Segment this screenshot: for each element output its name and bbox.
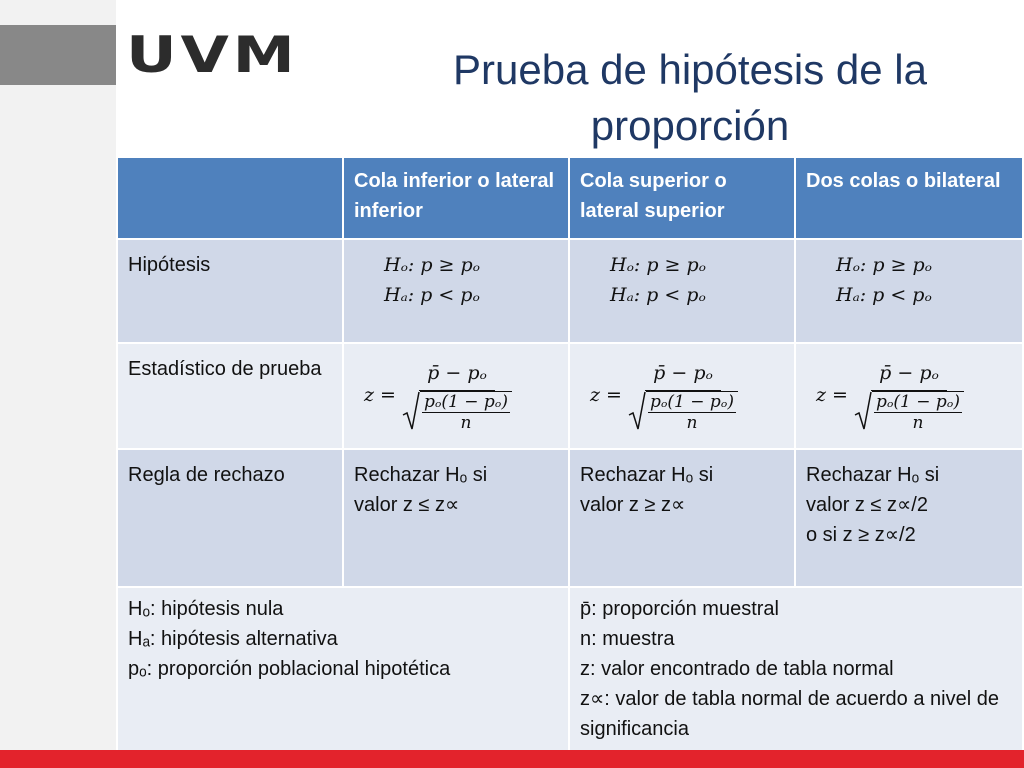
rule-line: o si z ≥ z∝/2 [806,524,916,546]
sqrt-content [872,391,964,433]
rule-line: valor z ≥ z∝ [580,494,686,516]
sqrt-content [646,391,738,433]
header-upper-tail: Cola superior o lateral superior [569,157,795,239]
formula-lhs: z = [590,384,622,406]
formula-lhs: z = [816,384,848,406]
legend-left [117,587,569,755]
left-band [0,0,116,750]
formula-cell [569,343,795,449]
gray-accent-bar [0,25,116,85]
sqrt-icon [402,391,420,431]
logo-text: UVM [126,26,299,84]
formula-numerator: p̄ − pₒ [645,358,721,391]
legend-item: Hₐ: hipótesis alternativa [128,628,338,650]
null-hypothesis: Hₒ: p ≥ pₒ [836,254,932,276]
statistic-row [117,343,1023,449]
inner-numerator: pₒ(1 − pₒ) [875,391,960,412]
rule-line: Rechazar Hₒ si [354,464,488,486]
formula-cell [795,343,1023,449]
legend-item: n: muestra [580,628,675,650]
sqrt-icon [854,391,872,431]
bottom-red-bar [0,750,1024,768]
rule-line: Rechazar Hₒ si [580,464,714,486]
rule-line: Rechazar Hₒ si [806,464,940,486]
legend-item: p̄: proporción muestral [580,598,779,620]
rule-line: valor z ≤ z∝/2 [806,494,928,516]
legend-row [117,587,1023,755]
z-formula [806,354,1012,436]
formula-denominator [402,391,512,433]
formula-fraction [628,358,738,433]
row-label-hypothesis: Hipótesis [117,239,343,343]
legend-right [569,587,1023,755]
formula-lhs: z = [364,384,396,406]
null-hypothesis: Hₒ: p ≥ pₒ [610,254,706,276]
formula-numerator: p̄ − pₒ [419,358,495,391]
slide-title: Prueba de hipótesis de la proporción [453,46,927,149]
header-empty [117,157,343,239]
z-formula [580,354,784,436]
formula-cell [343,343,569,449]
rule-cell [343,449,569,587]
hypothesis-cell [343,239,569,343]
sqrt-icon [628,391,646,431]
formula-fraction [402,358,512,433]
legend-item: Hₒ: hipótesis nula [128,598,284,620]
inner-denominator: n [912,412,924,433]
legend-item: pₒ: proporción poblacional hipotética [128,658,451,680]
row-label-rule: Regla de rechazo [117,449,343,587]
formula-fraction [854,358,964,433]
row-label-statistic: Estadístico de prueba [117,343,343,449]
hypothesis-cell [795,239,1023,343]
inner-numerator: pₒ(1 − pₒ) [423,391,508,412]
sqrt-content [420,391,512,433]
formula-numerator: p̄ − pₒ [871,358,947,391]
alt-hypothesis: Hₐ: p < pₒ [836,284,932,306]
inner-denominator: n [460,412,472,433]
header-lower-tail: Cola inferior o lateral inferior [343,157,569,239]
table-header-row [117,157,1023,239]
uvm-logo [126,26,299,84]
rule-line: valor z ≤ z∝ [354,494,460,516]
legend-item: z: valor encontrado de tabla normal [580,658,894,680]
hypothesis-row [117,239,1023,343]
rule-cell [569,449,795,587]
z-formula [354,354,558,436]
alt-hypothesis: Hₐ: p < pₒ [610,284,706,306]
rejection-rule-row [117,449,1023,587]
inner-numerator: pₒ(1 − pₒ) [649,391,734,412]
formula-denominator [628,391,738,433]
hypothesis-cell [569,239,795,343]
rule-cell [795,449,1023,587]
formula-denominator [854,391,964,433]
inner-denominator: n [686,412,698,433]
header-two-tail: Dos colas o bilateral [795,157,1023,239]
null-hypothesis: Hₒ: p ≥ pₒ [384,254,480,276]
alt-hypothesis: Hₐ: p < pₒ [384,284,480,306]
legend-item: z∝: valor de tabla normal de acuerdo a nivel de significancia [580,688,999,740]
hypothesis-table [116,156,1024,756]
